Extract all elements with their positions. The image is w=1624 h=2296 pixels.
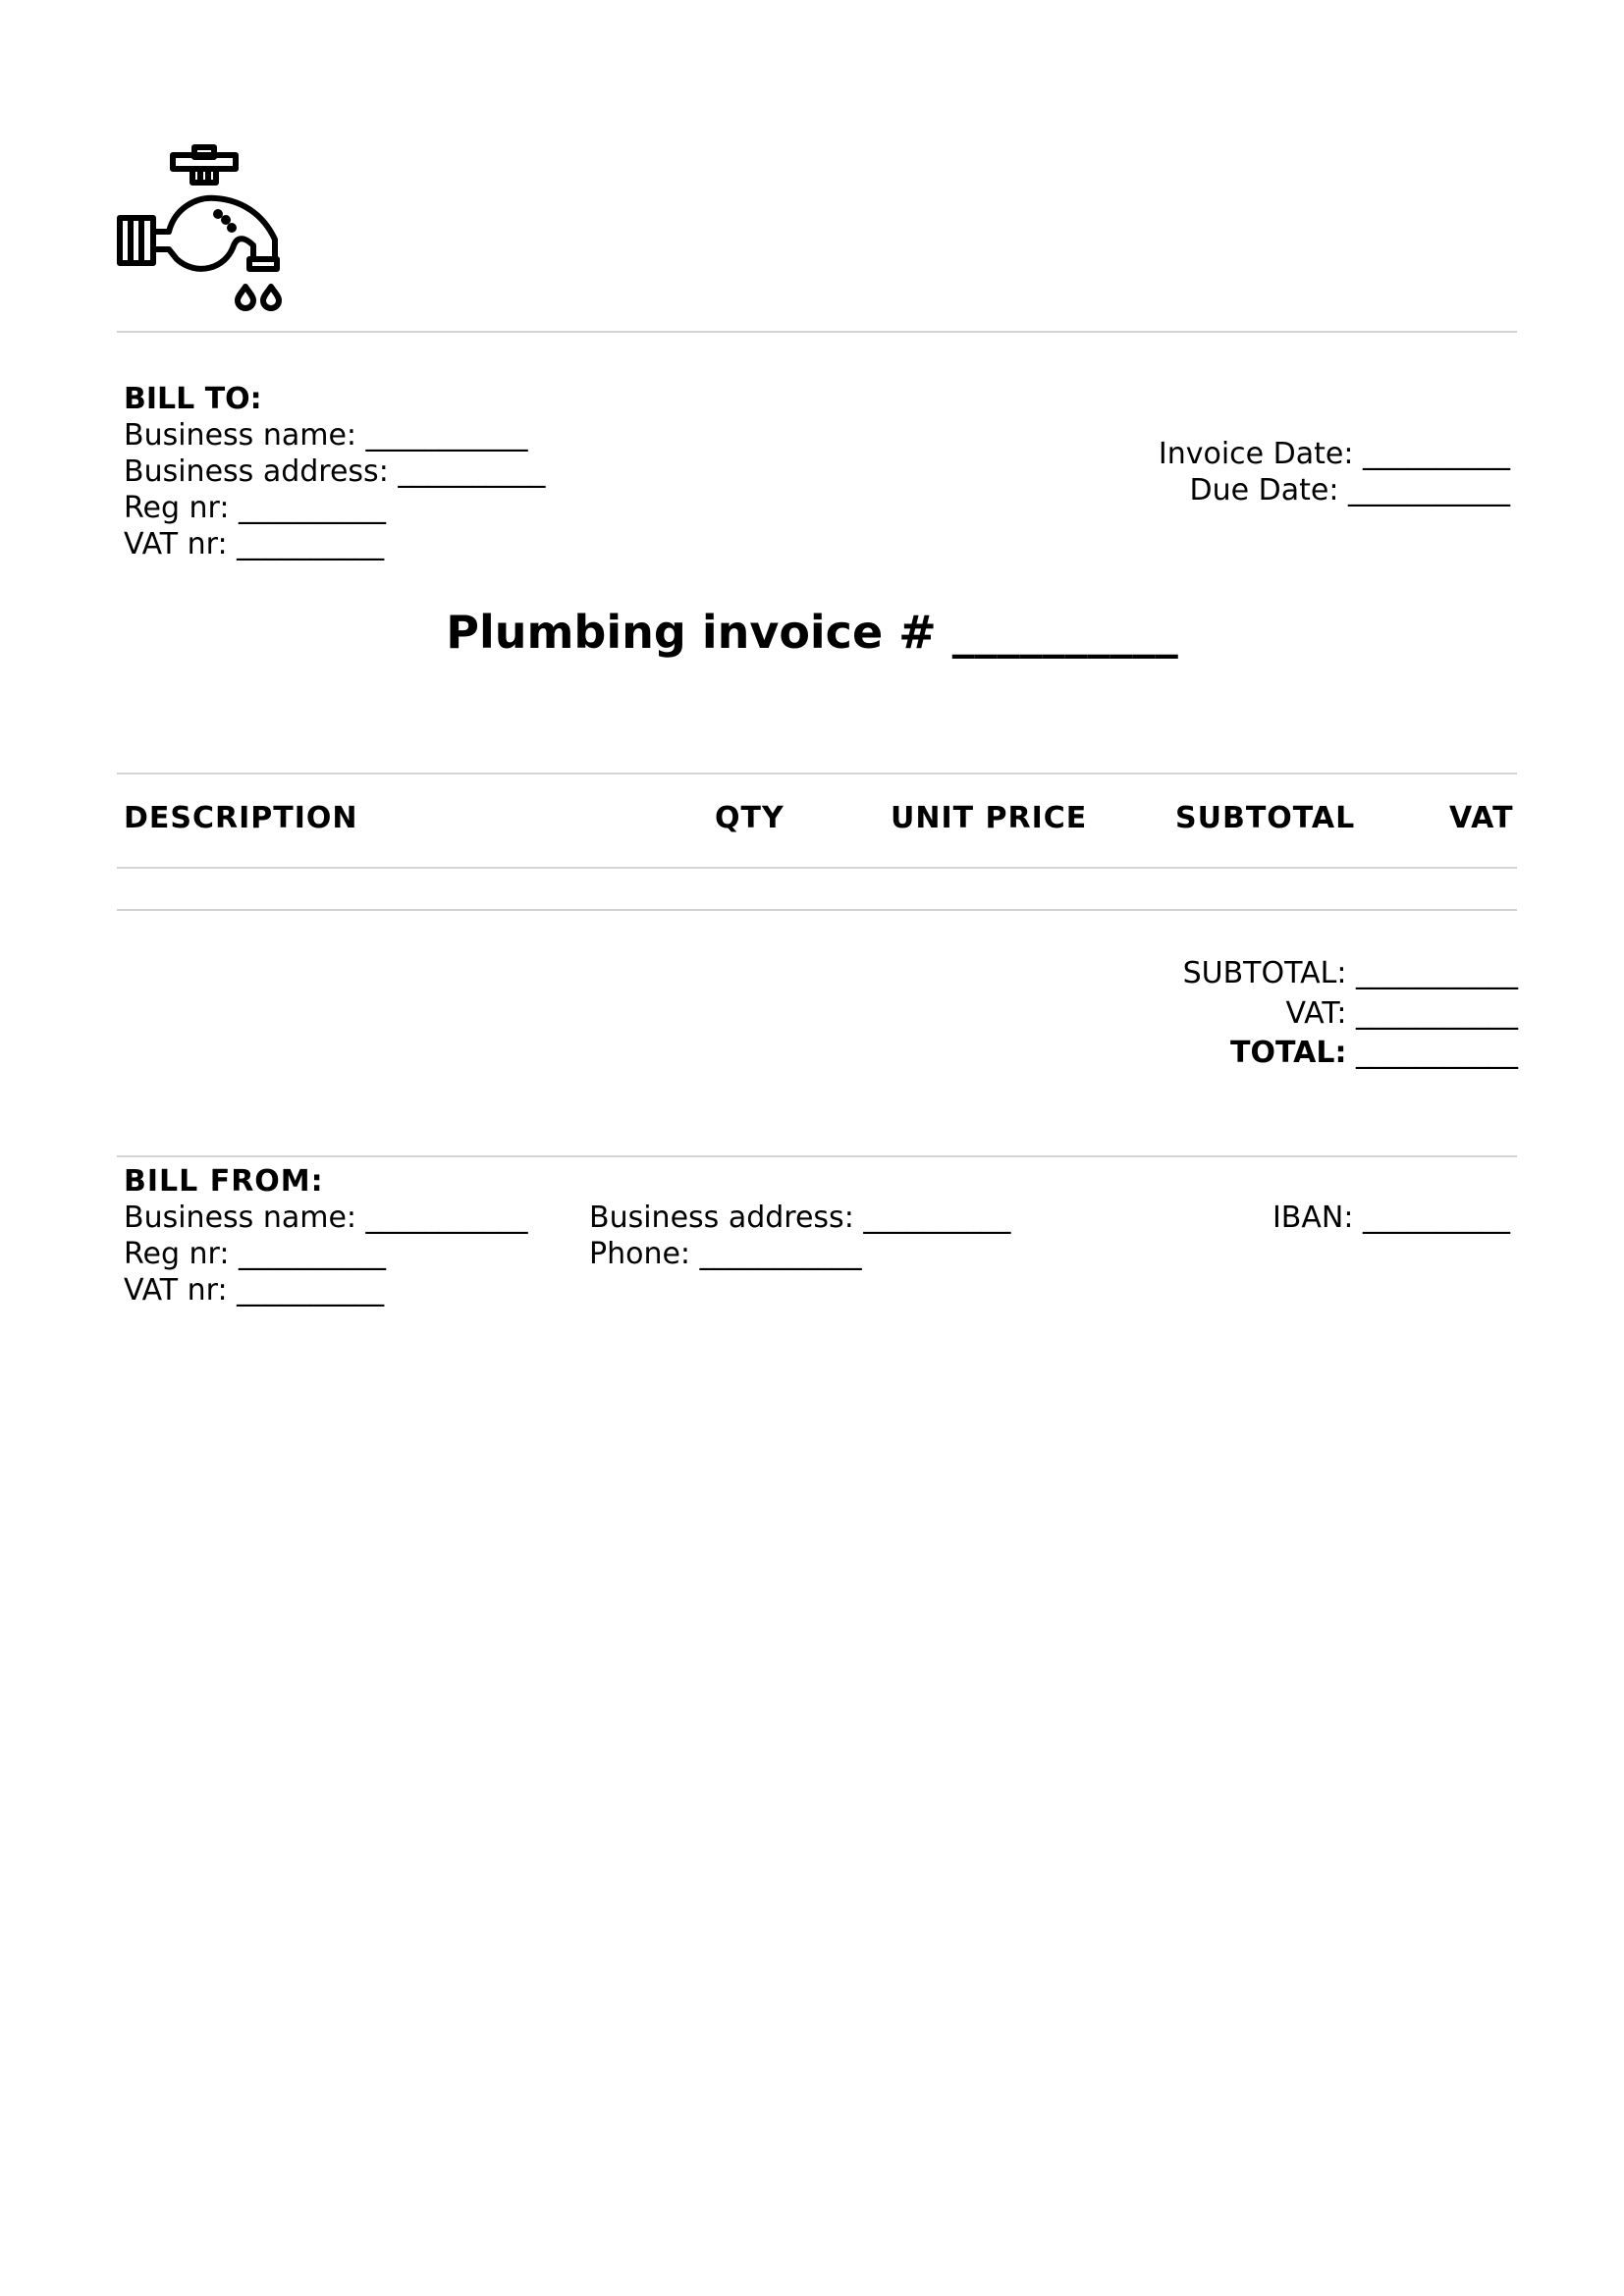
invoice-title: Plumbing invoice # __________ xyxy=(446,606,1178,659)
bill-from-business-address: Business address: __________ xyxy=(589,1201,1011,1235)
col-header-description: DESCRIPTION xyxy=(124,801,358,835)
bill-from-iban: IBAN: __________ xyxy=(1272,1201,1510,1235)
total-value: ___________ xyxy=(1346,1036,1518,1070)
due-date: Due Date: ___________ xyxy=(1189,473,1510,507)
col-header-subtotal: SUBTOTAL xyxy=(1175,801,1356,835)
invoice-date: Invoice Date: __________ xyxy=(1158,437,1510,471)
table-header-divider xyxy=(117,867,1517,869)
bill-from-business-name: Business name: ___________ xyxy=(124,1201,528,1235)
faucet-icon xyxy=(116,143,285,312)
bill-from-heading: BILL FROM: xyxy=(124,1164,324,1199)
bill-to-reg-nr: Reg nr: __________ xyxy=(124,491,386,525)
bill-from-vat-nr: VAT nr: __________ xyxy=(124,1273,385,1308)
bill-to-business-name: Business name: ___________ xyxy=(124,418,528,453)
table-bottom-divider xyxy=(117,909,1517,911)
bill-to-heading: BILL TO: xyxy=(124,382,262,416)
footer-divider xyxy=(117,1155,1517,1157)
totals-vat: VAT: ___________ xyxy=(1285,996,1518,1031)
bill-to-business-address: Business address: __________ xyxy=(124,454,546,489)
bill-from-reg-nr: Reg nr: __________ xyxy=(124,1237,386,1271)
bill-to-vat-nr: VAT nr: __________ xyxy=(124,527,385,561)
totals-total xyxy=(1230,1035,1518,1071)
col-header-unit-price: UNIT PRICE xyxy=(891,801,1088,835)
totals-subtotal: SUBTOTAL: ___________ xyxy=(1182,956,1518,990)
col-header-vat: VAT xyxy=(1449,801,1514,835)
header-divider xyxy=(117,331,1517,333)
table-top-divider xyxy=(117,773,1517,774)
bill-from-phone: Phone: ___________ xyxy=(589,1237,862,1271)
col-header-qty: QTY xyxy=(715,801,785,835)
total-label: TOTAL: xyxy=(1230,1036,1347,1070)
company-logo xyxy=(116,143,285,312)
